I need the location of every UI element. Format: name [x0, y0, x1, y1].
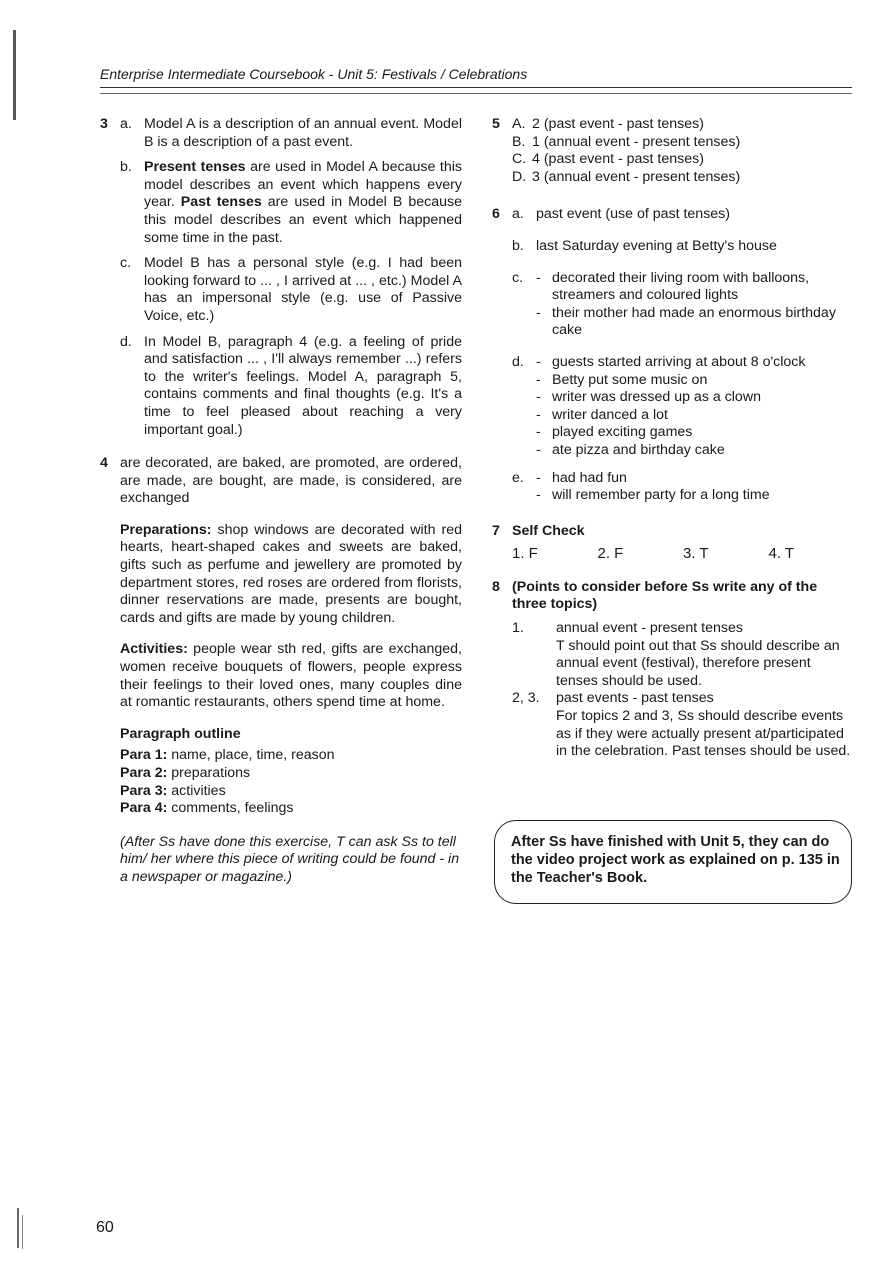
exercise-3: [100, 116, 462, 439]
list-item: - decorated their living room with balloons, streamers and coloured lights: [536, 270, 854, 305]
list-item: - writer was dressed up as a clown: [536, 389, 854, 407]
answer-6d: d. - guests started arriving at about 8 o'clock - Betty put some music on - writer was dressed up as a clown - writer danced a lot - played exciting games - ate pizza and birthday cake: [512, 354, 854, 460]
exercise-number: 8: [492, 578, 500, 595]
outline-item: Para 4: comments, feelings: [120, 800, 294, 817]
self-check-title: Self Check: [512, 522, 585, 539]
paragraph-outline-title: Paragraph outline: [120, 725, 241, 742]
list-item: - played exciting games: [536, 424, 854, 442]
topic-1: 1. annual event - present tenses T should point out that Ss should describe an annual event (festival), therefore present tenses should be used.: [512, 620, 840, 689]
exercise-number: 7: [492, 522, 500, 539]
header-rule: [100, 87, 852, 88]
answer: 4. T: [768, 545, 795, 563]
answer-3c: c. Model B has a personal style (e.g. I had been looking forward to ... , I arrived at ... , etc.) Model A has an impersonal style (e.g. use of Passive Voice, etc.): [120, 255, 462, 324]
answer-3d: d. In Model B, paragraph 4 (e.g. a feeling of pride and satisfaction ... , I'll always remember ...) refers to the writer's feelings. Model A, paragraph 5, contains comments and final thoughts (e.g. It's a time to feel pleased about reaching a very important goal.): [120, 333, 462, 438]
answer-3b: b. Present tenses are used in Model A because this model describes an event which happens every year. Past tenses are used in Model B because this model describes an event which happened some time in the past.: [120, 159, 462, 246]
answer-6c: c. - decorated their living room with balloons, streamers and coloured lights - their mother had made an enormous birthday cake: [512, 270, 854, 340]
binding-mark: [22, 1215, 23, 1249]
exercise-number: 5: [492, 116, 500, 132]
exercise-7: [492, 523, 854, 563]
list-item: - ate pizza and birthday cake: [536, 442, 854, 460]
answer-6b: b. last Saturday evening at Betty's house: [512, 237, 777, 254]
header-rule: [100, 93, 852, 94]
answer-5d: D. 3 (annual event - present tenses): [512, 168, 741, 185]
exercise-number: 4: [100, 455, 108, 472]
exercise-number: 6: [492, 206, 500, 223]
page-header: Enterprise Intermediate Coursebook - Unit 5: Festivals / Celebrations: [100, 66, 528, 82]
exercise-8-title: (Points to consider before Ss write any of the three topics): [512, 578, 818, 613]
outline-item: Para 1: name, place, time, reason: [120, 747, 335, 764]
list-item: - Betty put some music on: [536, 372, 854, 390]
page-number: 60: [96, 1219, 114, 1236]
answer: 1. F: [512, 545, 538, 563]
list-item: - had had fun: [536, 470, 854, 488]
preparations-paragraph: Preparations: shop windows are decorated with red hearts, heart-shaped cakes and sweets are baked, gifts such as perfume and jewellery are promoted by department stores, red roses are ordered from florists, dinner reservations are made, presents are bought, cards and gifts are made by young children.: [120, 521, 462, 626]
self-check-answers: [512, 545, 854, 563]
answer-4-intro: are decorated, are baked, are promoted, are ordered, are made, are bought, are made, is considered, are exchanged: [120, 455, 462, 507]
topic-2-3: 2, 3. past events - past tenses For topics 2 and 3, Ss should describe events as if they were actually present at/participated in the celebration. Past tenses should be used.: [512, 690, 851, 760]
answer: 2. F: [597, 545, 624, 563]
right-column: [492, 116, 854, 761]
binding-mark: [17, 1208, 19, 1248]
exercise-6: [492, 206, 854, 504]
exercise-4: [100, 455, 462, 886]
teacher-note: (After Ss have done this exercise, T can ask Ss to tell him/ her where this piece of writing could be found - in a newspaper or magazine.): [120, 833, 460, 885]
binding-mark: [13, 30, 16, 120]
exercise-number: 3: [100, 116, 108, 132]
answer: 3. T: [683, 545, 709, 563]
exercise-8: [492, 579, 854, 761]
answer-6a: a. past event (use of past tenses): [512, 206, 731, 223]
paragraph-outline: [120, 747, 462, 817]
activities-paragraph: Activities: people wear sth red, gifts are exchanged, women receive bouquets of flowers, people express their feelings to their loved ones, many couples dine at romantic restaurants, others spend time at home.: [120, 641, 462, 711]
list-item: - guests started arriving at about 8 o'clock: [536, 354, 854, 372]
answer-5a: A. 2 (past event - past tenses): [512, 116, 704, 132]
outline-item: Para 2: preparations: [120, 765, 251, 781]
list-item: - writer danced a lot: [536, 407, 854, 425]
outline-item: Para 3: activities: [120, 782, 226, 799]
answer-5b: B. 1 (annual event - present tenses): [512, 133, 741, 150]
list-item: - their mother had made an enormous birthday cake: [536, 305, 854, 340]
answer-6e: e. - had had fun - will remember party for a long time: [512, 470, 854, 505]
answer-5c: C. 4 (past event - past tenses): [512, 151, 704, 168]
exercise-5: [492, 116, 854, 186]
video-project-callout: After Ss have finished with Unit 5, they can do the video project work as explained on p. 135 in the Teacher's Book.: [494, 820, 852, 904]
list-item: - will remember party for a long time: [536, 487, 854, 505]
answer-3a: a. Model A is a description of an annual event. Model B is a description of a past event.: [120, 116, 462, 150]
left-column: [100, 116, 462, 887]
